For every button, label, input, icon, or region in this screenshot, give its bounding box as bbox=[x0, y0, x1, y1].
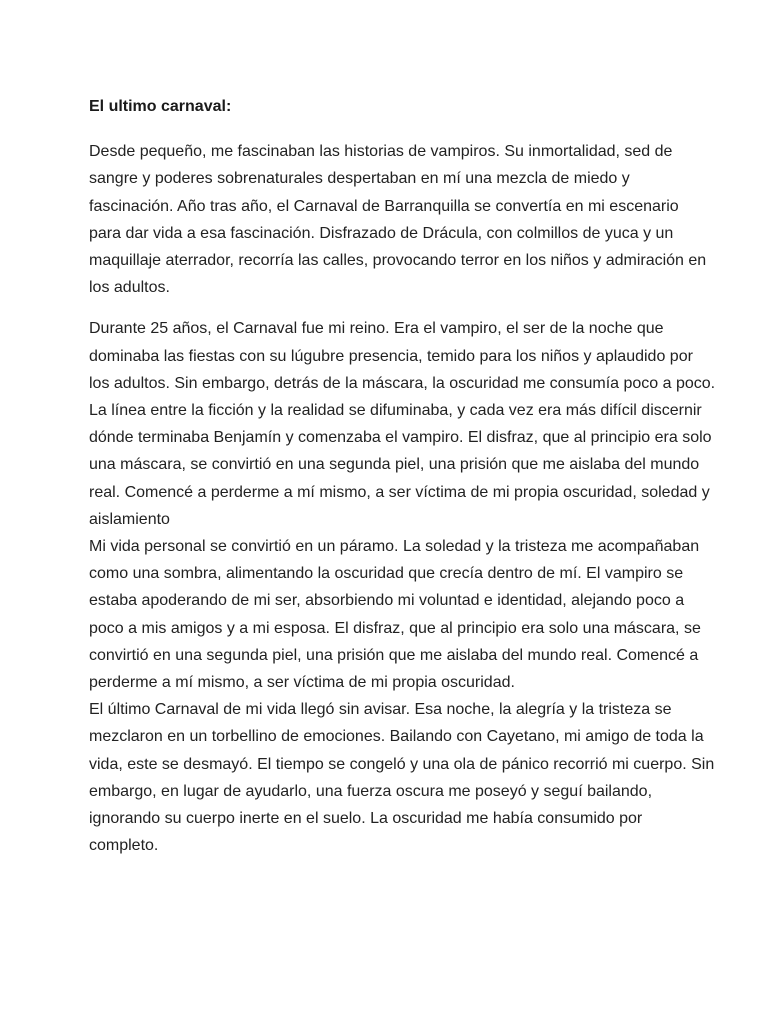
paragraph-line: poco a mis amigos y a mi esposa. El disfraz, que al principio era solo una máscara, se bbox=[89, 619, 701, 637]
paragraph-line: una máscara, se convirtió en una segunda piel, una prisión que me aislaba del mundo bbox=[89, 456, 700, 474]
paragraph-line: embargo, en lugar de ayudarlo, una fuerza oscura me poseyó y seguí bailando, bbox=[89, 782, 653, 800]
paragraph-line: mezclaron en un torbellino de emociones. Bailando con Cayetano, mi amigo de toda la bbox=[89, 728, 704, 746]
paragraph-line: vida, este se desmayó. El tiempo se congeló y una ola de pánico recorrió mi cuerpo. Sin bbox=[89, 755, 715, 773]
paragraph-line: fascinación. Año tras año, el Carnaval de Barranquilla se convertía en mi escenario bbox=[89, 197, 679, 215]
paragraph-line: aislamiento bbox=[89, 510, 170, 528]
paragraph-line: El último Carnaval de mi vida llegó sin avisar. Esa noche, la alegría y la tristeza se bbox=[89, 701, 672, 719]
paragraph-line: dónde terminaba Benjamín y comenzaba el vampiro. El disfraz, que al principio era solo bbox=[89, 429, 712, 447]
document-title: El ultimo carnaval: bbox=[89, 98, 232, 115]
paragraph-line: para dar vida a esa fascinación. Disfrazado de Drácula, con colmillos de yuca y un bbox=[89, 224, 674, 242]
paragraph-2 bbox=[89, 315, 716, 859]
paragraph-line: estaba apoderando de mi ser, absorbiendo mi voluntad e identidad, alejando poco a bbox=[89, 592, 685, 610]
paragraph-line: convirtió en una segunda piel, una prisión que me aislaba del mundo real. Comencé a bbox=[89, 646, 699, 664]
paragraph-spacer bbox=[89, 301, 689, 315]
paragraph-1 bbox=[89, 138, 707, 301]
paragraph-line: los adultos. Sin embargo, detrás de la máscara, la oscuridad me consumía poco a poco. bbox=[89, 374, 716, 392]
paragraph-line: los adultos. bbox=[89, 279, 170, 297]
paragraph-line: La línea entre la ficción y la realidad se difuminaba, y cada vez era más difícil discernir bbox=[89, 402, 702, 420]
paragraph-line: como una sombra, alimentando la oscuridad que crecía dentro de mí. El vampiro se bbox=[89, 565, 684, 583]
document-body bbox=[89, 93, 716, 859]
paragraph-line: Durante 25 años, el Carnaval fue mi reino. Era el vampiro, el ser de la noche que bbox=[89, 320, 664, 338]
paragraph-line: completo. bbox=[89, 837, 159, 855]
paragraph-line: real. Comencé a perderme a mí mismo, a ser víctima de mi propia oscuridad, soledad y bbox=[89, 483, 710, 501]
paragraph-line: Mi vida personal se convirtió en un páramo. La soledad y la tristeza me acompañaban bbox=[89, 538, 700, 556]
paragraph-line: Desde pequeño, me fascinaban las historias de vampiros. Su inmortalidad, sed de bbox=[89, 143, 673, 161]
paragraph-line: ignorando su cuerpo inerte en el suelo. La oscuridad me había consumido por bbox=[89, 810, 643, 828]
paragraph-line: sangre y poderes sobrenaturales despertaban en mí una mezcla de miedo y bbox=[89, 170, 630, 188]
paragraph-line: dominaba las fiestas con su lúgubre presencia, temido para los niños y aplaudido por bbox=[89, 347, 693, 365]
paragraph-line: maquillaje aterrador, recorría las calles, provocando terror en los niños y admiración en bbox=[89, 252, 707, 270]
paragraph-line: perderme a mí mismo, a ser víctima de mi propia oscuridad. bbox=[89, 674, 515, 692]
